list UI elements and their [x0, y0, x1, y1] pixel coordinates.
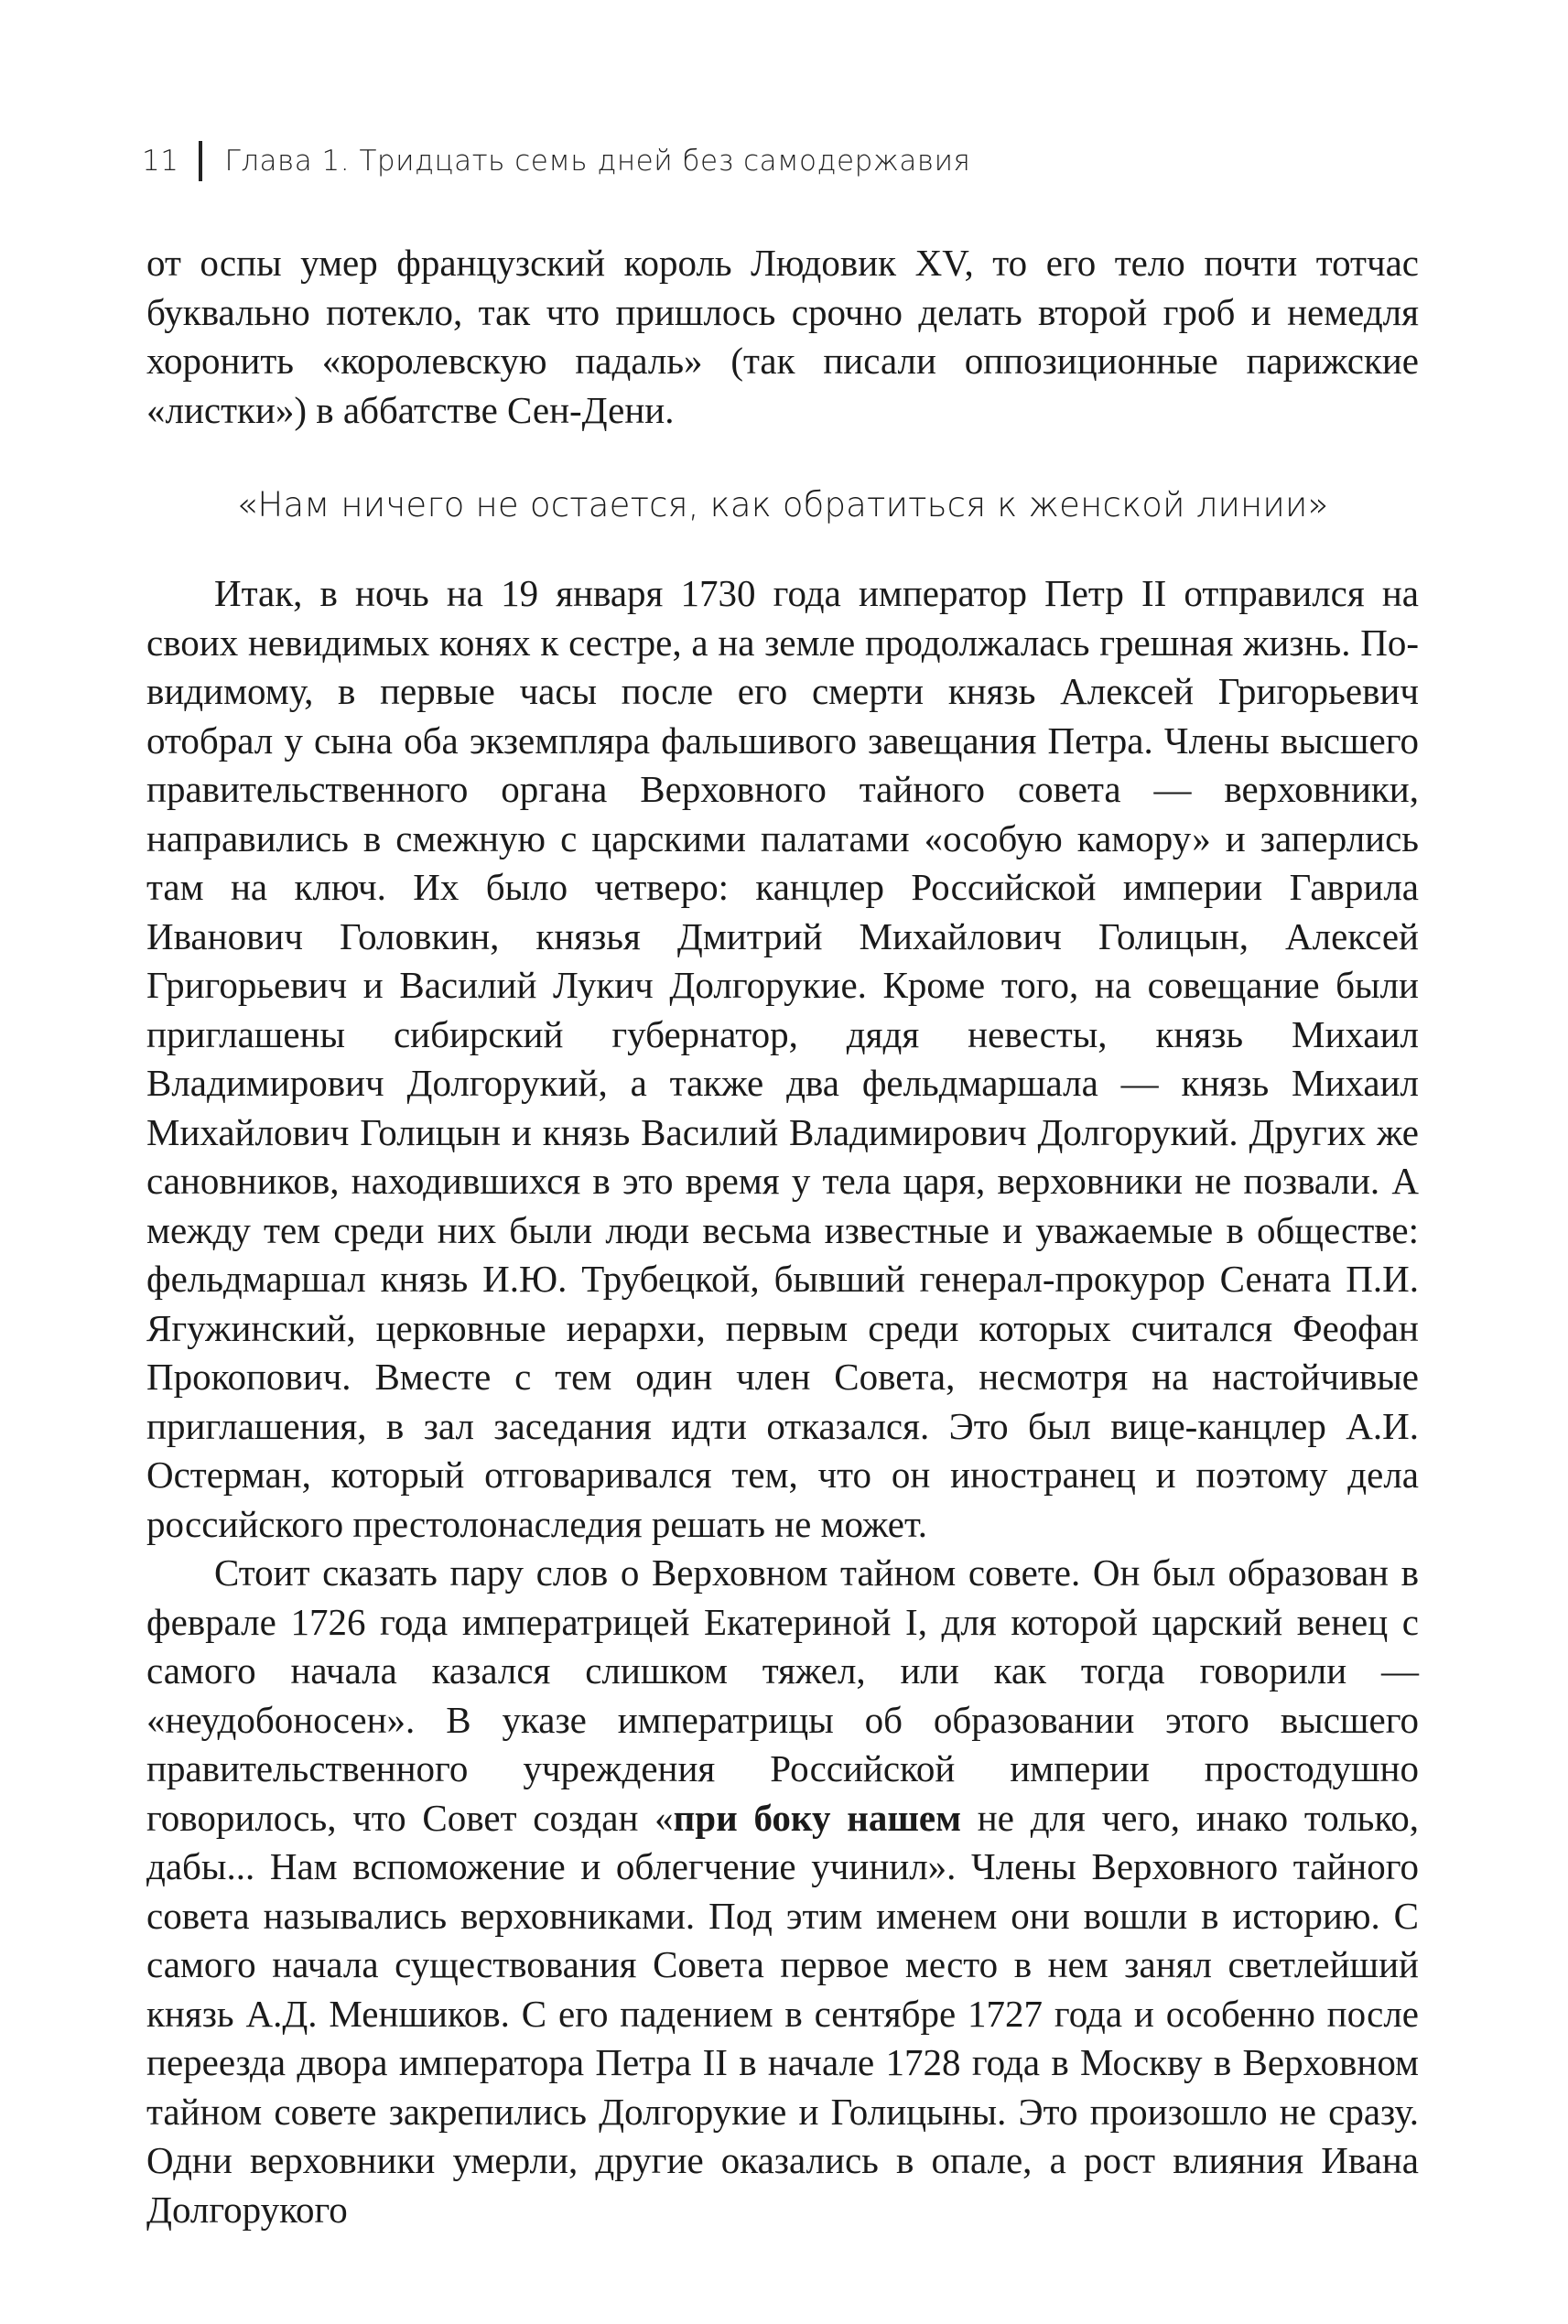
body-text	[146, 569, 1419, 2234]
paragraph-2-emphasis: при боку нашем	[673, 1796, 962, 1839]
header-separator	[199, 141, 202, 181]
continuation-text	[146, 239, 1419, 435]
paragraph-2	[146, 1549, 1419, 2234]
page-number: 11	[142, 145, 179, 178]
section-heading: «Нам ничего не остается, как обратиться к женской линии»	[236, 485, 1329, 524]
paragraph-1: Итак, в ночь на 19 января 1730 года император Петр II отправился на своих невидимых конях к сестре, а на земле продолжалась грешная жизнь. По-видимому, в первые часы после его смерти князь Алексей Григорьевич отобрал у сына оба экземпляра фальшивого завещания Петра. Члены высшего правительственного органа Верховного тайного совета — верховники, направились в смежную с царскими палатами «особую камору» и заперлись там на ключ. Их было четверо: канцлер Российской империи Гаврила Иванович Головкин, князья Дмитрий Михайлович Голицын, Алексей Григорьевич и Василий Лукич Долгорукие. Кроме того, на совещание были приглашены сибирский губернатор, дядя невесты, князь Михаил Владимирович Долгорукий, а также два фельдмаршала — князь Михаил Михайлович Голицын и князь Василий Владимирович Долгорукий. Других же сановников, находившихся в это время у тела царя, верховники не позвали. А между тем среди них были люди весьма известные и уважаемые в обществе: фельдмаршал князь И.Ю. Трубецкой, бывший генерал-прокурор Сената П.И. Ягужинский, церковные иерархи, первым среди которых считался Феофан Прокопович. Вместе с тем один член Совета, несмотря на настойчивые приглашения, в зал заседания идти отказался. Это был вице-канцлер А.И. Остерман, который отговаривался тем, что он иностранец и поэтому дела российского престолонаследия решать не может.	[146, 572, 1419, 1545]
chapter-title: Глава 1. Тридцать семь дней без самодержавия	[224, 145, 971, 178]
continuation-paragraph: от оспы умер французский король Людовик XV, то его тело почти тотчас буквально потекло, так что пришлось срочно делать второй гроб и немедля хоронить «королевскую падаль» (так писали оппозиционные парижские «листки») в аббатстве Сен-Дени.	[146, 242, 1419, 431]
paragraph-2-part-1: Стоит сказать пару слов о Верховном тайном совете. Он был образован в феврале 1726 года императрицей Екатериной I, для которой царский венец с самого начала казался слишком тяжел, или как тогда говорили — «неудобоносен». В указе императрицы об образовании этого высшего правительственного учреждения Российской империи простодушно говорилось, что Совет создан «	[146, 1551, 1419, 1839]
paragraph-2-part-2: не для чего, инако только, дабы... Нам вспоможение и облегчение учинил». Члены Верховного тайного совета назывались верховниками. Под этим именем они вошли в историю. С самого начала существования Совета первое место в нем занял светлейший князь А.Д. Меншиков. С его падением в сентябре 1727 года и особенно после переезда двора императора Петра II в начале 1728 года в Москву в Верховном тайном совете закрепились Долгорукие и Голицыны. Это произошло не сразу. Одни верховники умерли, другие оказались в опале, а рост влияния Ивана Долгорукого	[146, 1796, 1419, 2231]
running-head	[142, 137, 1442, 185]
